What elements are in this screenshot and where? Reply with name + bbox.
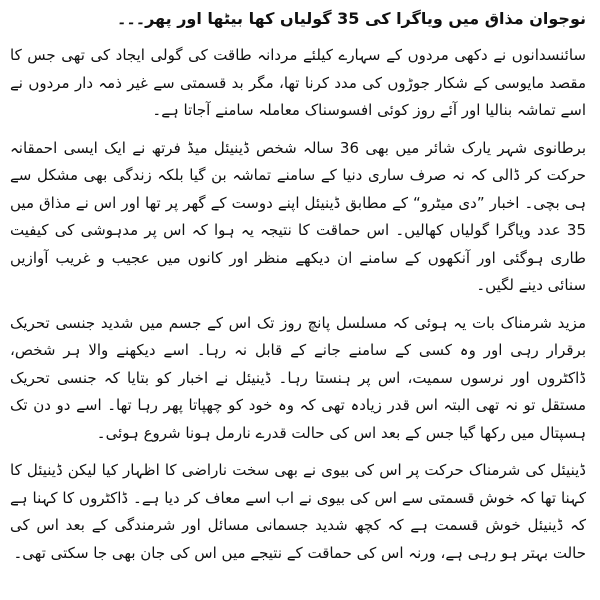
article-paragraph: ڈینیئل کی شرمناک حرکت پر اس کی بیوی نے بھی سخت ناراضی کا اظہار کیا لیکن ڈینیئل کا کہنا تھا کہ خوش قسمتی سے اس کی بیوی نے اب اسے معاف کر دیا ہے۔ ڈاکٹروں کا کہنا ہے کہ ڈینیئل خوش قسمت ہے کہ کچھ شدید جسمانی مسائل اور شرمندگی کے بعد اس کی حالت بہتر ہو رہی ہے، ورنہ اس کی حماقت کے نتیجے میں اس کی جان بھی جا سکتی تھی۔ <box>10 461 586 562</box>
article-headline: نوجوان مذاق میں ویاگرا کی 35 گولیاں کھا بیٹھا اور پھر۔۔۔ <box>116 9 586 28</box>
article-paragraph: برطانوی شہر یارک شائر میں بھی 36 سالہ شخص ڈینیئل میڈ فرتھ نے ایک ایسی احمقانہ حرکت کر ڈالی کہ نہ صرف ساری دنیا کے سامنے تماشہ بن گیا بلکہ زندگی بھی مشکل سے ہی بچی۔ اخبار ”دی میٹرو“ کے مطابق ڈینیئل اپنے دوست کے گھر پر تھا اور اس نے مذاق میں 35 عدد ویاگرا گولیاں کھالیں۔ اس حماقت کا نتیجہ یہ ہوا کہ اس پر مدہوشی کی کیفیت طاری ہوگئی اور آنکھوں کے سامنے ان دیکھے منظر اور کانوں میں عجیب و غریب آوازیں سنائی دینے لگیں۔ <box>10 138 586 294</box>
article-paragraph: مزید شرمناک بات یہ ہوئی کہ مسلسل پانچ روز تک اس کے جسم میں شدید جنسی تحریک برقرار رہی اور وہ کسی کے سامنے جانے کے قابل نہ رہا۔ اسے دیکھنے والا ہر شخص، ڈاکٹروں اور نرسوں سمیت، اس پر ہنستا رہا۔ ڈینیئل نے اخبار کو بتایا کہ جنسی تحریک مستقل تو نہ تھی البتہ اس قدر زیادہ تھی کہ وہ خود کو چھپاتا پھر رہا تھا۔ اسے دو دن تک ہسپتال میں رکھا گیا جس کے بعد اس کی حالت قدرے نارمل ہونا شروع ہوئی۔ <box>10 313 586 442</box>
article-paragraph: سائنسدانوں نے دکھی مردوں کے سہارے کیلئے مردانہ طاقت کی گولی ایجاد کی تھی جس کا مقصد مایوسی کے شکار جوڑوں کی مدد کرنا تھا، مگر بد قسمتی سے غیر ذمہ دار مردوں نے اسے تماشہ بنالیا اور آئے روز کوئی افسوسناک معاملہ سامنے آجاتا ہے۔ <box>10 46 586 119</box>
